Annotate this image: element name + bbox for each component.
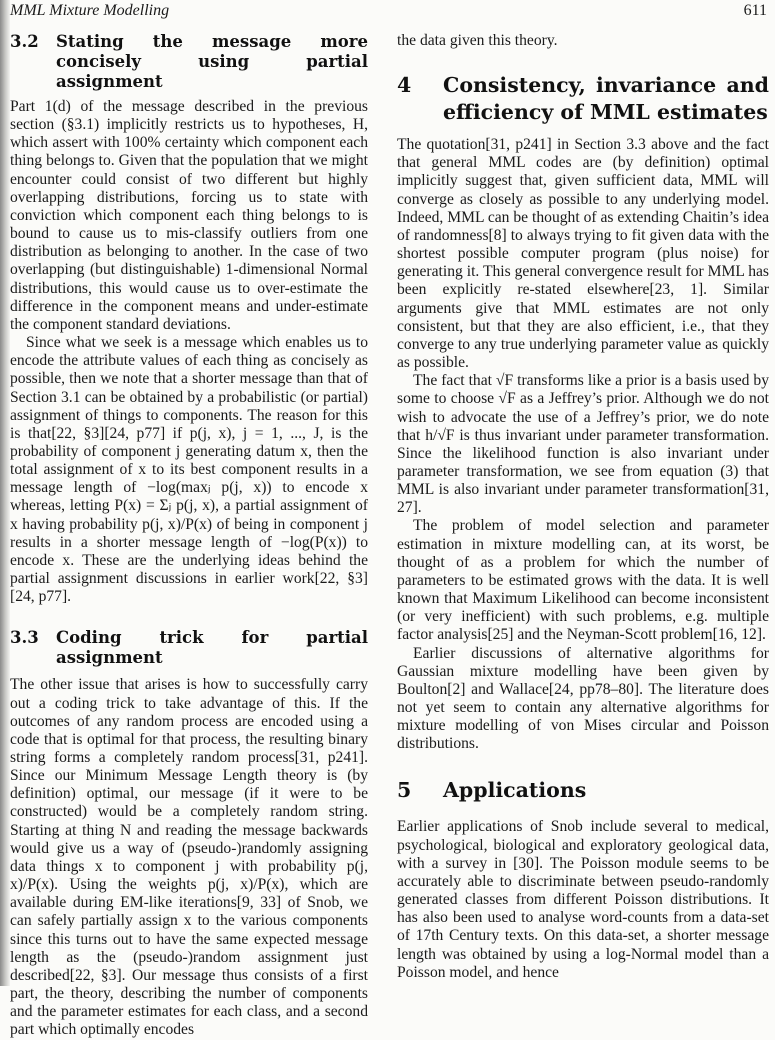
paragraph-continuation: the data given this theory. (397, 32, 558, 49)
paragraph: Part 1(d) of the message described in the previous section (§3.1) implicitly restricts us to hypotheses, H, which assert with 100% certainty which component each thing belongs to. Given that the population that we might encounter could consist of two different but highly overlapping distributions, forcing us to state with conviction which component each thing belongs to is bound to cause us to mis-classify outliers from one distribution as belonging to another. In the case of two overlapping (but distinguishable) 1-dimensional Normal distributions, this would cause us to over-estimate the difference in the component means and under-estimate the component standard deviations. (10, 98, 368, 333)
section-title: Coding trick for partial assignment (56, 628, 368, 668)
right-column (397, 32, 769, 982)
paragraph: The fact that √F transforms like a prior is a basis used by some to choose √F as a Jeffrey’s prior. Although we do not wish to advocate the use of a Jeffrey’s prior, we do note that h/√F is thus invariant under parameter transformation. Since the likelihood function is also invariant under parameter transformation, we see from equation (3) that MML is also invariant under parameter transformation[31, 27]. (397, 372, 769, 517)
section-heading-4 (397, 72, 769, 126)
left-column (10, 32, 368, 1040)
paragraph: The quotation[31, p241] in Section 3.3 above and the fact that general MML codes are (by definition) optimal implicitly suggest that, given sufficient data, MML will converge as closely as possible to any underlying model. Indeed, MML can be thought of as extending Chaitin’s idea of randomness[8] to always trying to fit given data with the shortest possible computer program (plus noise) for generating it. This general convergence result for MML has been explicitly re-stated elsewhere[23, 1]. Similar arguments give that MML estimates are not only consistent, but that they are also efficient, i.e., that they converge to any true underlying parameter value as quickly as possible. (397, 136, 769, 372)
paragraph: Earlier discussions of alternative algorithms for Gaussian mixture modelling have been given by Boulton[2] and Wallace[24, pp78–80]. The literature does not yet seem to contain any alternative algorithms for mixture modelling of von Mises circular and Poisson distributions. (397, 644, 769, 753)
section-number: 3.3 (10, 628, 39, 648)
section-number: 5 (397, 778, 412, 803)
paragraph: The problem of model selection and parameter estimation in mixture modelling can, at its worst, be thought of as a problem for which the number of parameters to be estimated grows with the data. It is well known that Maximum Likelihood can become inconsistent (or very inefficient) with such problems, e.g. multiple factor analysis[25] and the Neyman-Scott problem[16, 12]. (397, 517, 769, 644)
section-title: Applications (443, 778, 587, 803)
section-heading-3-3 (10, 628, 368, 668)
paragraph: Since what we seek is a message which enables us to encode the attribute values of each thing as concisely as possible, then we note that a shorter message than that of Section 3.1 can be obtained by a probabilistic (or partial) assignment of things to components. The reason for this is that[22, §3][24, p77] if p(j, x), j = 1, ..., J, is the probability of component j generating datum x, then the total assignment of x to its best component results in a message length of −log(maxⱼ p(j, x)) to encode x whereas, letting P(x) = Σⱼ p(j, x), a partial assignment of x having probability p(j, x)/P(x) of being in component j results in a shorter message length of −log(P(x)) to encode x. These are the underlying ideas behind the partial assignment discussions in earlier work[22, §3][24, p77]. (10, 334, 368, 606)
section-title: Stating the message more concisely using partial assignment (56, 32, 368, 91)
section-number: 3.2 (10, 32, 39, 51)
paragraph: Earlier applications of Snob include several to medical, psychological, biological and exploratory geological data, with a survey in [30]. The Poisson module seems to be accurately able to discriminate between pseudo-randomly generated classes from different Poisson distributions. It has also been used to analyse word-counts from a data-set of 17th Century texts. On this data-set, a shorter message length was obtained by using a log-Normal model than a Poisson model, and hence (397, 818, 769, 981)
section-heading-5 (397, 777, 769, 804)
section-number: 4 (397, 73, 412, 98)
section-heading-3-2 (10, 32, 368, 92)
page-spine-shadow (0, 0, 10, 986)
page-number: 611 (743, 2, 767, 19)
running-title: MML Mixture Modelling (10, 2, 170, 19)
section-title: Consistency, invariance and efficiency of MML estimates (443, 73, 769, 125)
paragraph: The other issue that arises is how to successfully carry out a coding trick to take advantage of this. If the outcomes of any random process are encoded using a code that is optimal for that process, the resulting binary string forms a completely random process[31, p241]. Since our Minimum Message Length theory is (by definition) optimal, our message (if it were to be constructed) would be a completely random string. Starting at thing N and reading the message backwards would give us a way of (pseudo-)randomly assigning data things x to component j with probability p(j, x)/P(x). Using the weights p(j, x)/P(x), which are available during EM-like iterations[9, 33] of Snob, we can safely partially assign x to the various components since this turns out to have the same expected message length as the (pseudo-)random assignment just described[22, §3]. Our message thus consists of a first part, the theory, describing the number of components and the parameter estimates for each class, and a second part which optimally encodes (10, 676, 368, 1039)
